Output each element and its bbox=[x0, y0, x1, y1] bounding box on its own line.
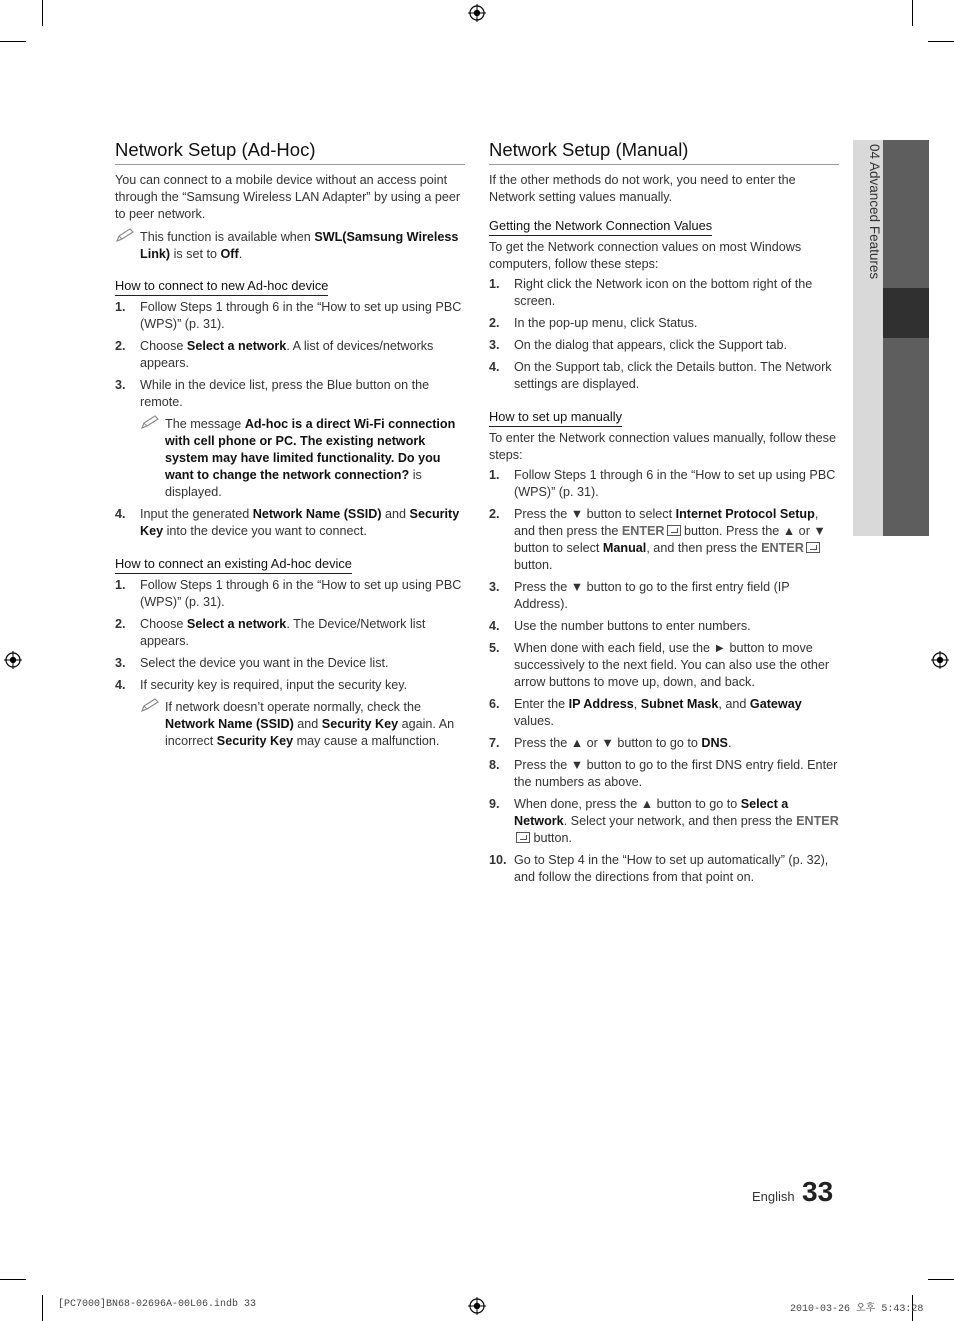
list-item: 6. Enter the IP Address, Subnet Mask, and Gateway values. bbox=[489, 697, 802, 728]
chapter-tab-label: 04 Advanced Features bbox=[867, 144, 882, 280]
crop-mark bbox=[42, 1295, 43, 1321]
list-item: 2. Choose Select a network. A list of devices/networks appears. bbox=[115, 339, 434, 370]
subsection-heading: How to set up manually bbox=[489, 409, 622, 427]
note-pencil-icon bbox=[115, 227, 137, 243]
list-item: 3. On the dialog that appears, click the Support tab. bbox=[489, 338, 788, 352]
chapter-tab-active bbox=[883, 288, 929, 338]
enter-label: ENTER bbox=[621, 524, 665, 538]
list-item: 3. Select the device you want in the Device list. bbox=[115, 656, 389, 670]
list-item: 9. When done, press the ▲ button to go to Select a Network. Select your network, and then press the ENTER button. bbox=[489, 797, 839, 845]
print-slug-left: [PC7000]BN68-02696A-00L06.indb 33 bbox=[58, 1299, 257, 1310]
list-item: 3. While in the device list, press the Blue button on the remote. The message Ad-hoc is a direct Wi-Fi connection with cell phone or PC. The existing network system may have limited functionality. Do you want to change the network connection? is displayed. bbox=[115, 377, 465, 501]
list-item: 2. Choose Select a network. The Device/Network list appears. bbox=[115, 617, 426, 648]
crop-mark bbox=[928, 41, 954, 42]
step-list bbox=[489, 276, 839, 393]
step-list bbox=[489, 467, 839, 886]
intro-text: To enter the Network connection values manually, follow these steps: bbox=[489, 431, 836, 462]
print-slug-right: 2010-03-26 오후 5:43:28 bbox=[790, 1304, 924, 1315]
note: The message Ad-hoc is a direct Wi-Fi connection with cell phone or PC. The existing network system may have limited functionality. Do you want to change the network connection? is displayed. bbox=[140, 416, 465, 501]
list-item: 4. Use the number buttons to enter numbers. bbox=[489, 619, 751, 633]
list-item: 4. Input the generated Network Name (SSID) and Security Key into the device you want to connect. bbox=[115, 507, 460, 538]
list-item: 7. Press the ▲ or ▼ button to go to DNS. bbox=[489, 736, 732, 750]
list-item: 4. On the Support tab, click the Details button. The Network settings are displayed. bbox=[489, 360, 832, 391]
enter-icon bbox=[516, 832, 530, 843]
registration-mark-icon bbox=[4, 651, 22, 669]
enter-label: ENTER bbox=[796, 814, 839, 828]
list-item: 1. Right click the Network icon on the bottom right of the screen. bbox=[489, 277, 813, 308]
crop-mark bbox=[912, 0, 913, 26]
chapter-tab-block bbox=[883, 338, 929, 536]
list-item: 4. If security key is required, input the security key. If network doesn’t operate normally, check the Network Name (SSID) and Security Key again. An incorrect Security Key may cause a malfunction. bbox=[115, 677, 465, 750]
note-pencil-icon bbox=[140, 414, 162, 430]
list-item: 1. Follow Steps 1 through 6 in the “How to set up using PBC (WPS)” (p. 31). bbox=[115, 578, 462, 609]
intro-text: To get the Network connection values on most Windows computers, follow these steps: bbox=[489, 240, 802, 271]
registration-mark-icon bbox=[468, 1297, 486, 1315]
registration-mark-icon bbox=[931, 651, 949, 669]
subsection-heading: Getting the Network Connection Values bbox=[489, 218, 712, 236]
crop-mark bbox=[928, 1279, 954, 1280]
right-column bbox=[489, 139, 839, 891]
section-title: Network Setup (Manual) bbox=[489, 139, 839, 165]
enter-icon bbox=[667, 525, 681, 536]
section-title: Network Setup (Ad-Hoc) bbox=[115, 139, 465, 165]
crop-mark bbox=[42, 0, 43, 26]
chapter-tab-block bbox=[883, 140, 929, 288]
list-item: 1. Follow Steps 1 through 6 in the “How to set up using PBC (WPS)” (p. 31). bbox=[489, 468, 836, 499]
footer-language: English bbox=[752, 1189, 795, 1204]
crop-mark bbox=[0, 1279, 26, 1280]
list-item: 5. When done with each field, use the ► button to move successively to the next field. You can also use the other arrow buttons to move up, down, and back. bbox=[489, 641, 830, 689]
subsection-heading: How to connect an existing Ad-hoc device bbox=[115, 556, 352, 574]
list-item: 8. Press the ▼ button to go to the first DNS entry field. Enter the numbers as above. bbox=[489, 758, 838, 789]
subsection-heading: How to connect to new Ad-hoc device bbox=[115, 278, 328, 296]
step-list bbox=[115, 577, 465, 750]
step-list bbox=[115, 299, 465, 540]
note: If network doesn’t operate normally, check the Network Name (SSID) and Security Key again. An incorrect Security Key may cause a malfunction. bbox=[140, 699, 465, 750]
list-item: 2. Press the ▼ button to select Internet Protocol Setup, and then press the ENTER button. Press the ▲ or ▼ button to select Manual, and then press the ENTER button. bbox=[489, 507, 826, 572]
enter-label: ENTER bbox=[761, 541, 804, 555]
crop-mark bbox=[0, 41, 26, 42]
list-item: 3. Press the ▼ button to go to the first entry field (IP Address). bbox=[489, 580, 790, 611]
page-number: 33 bbox=[802, 1176, 834, 1207]
note-pencil-icon bbox=[140, 697, 162, 713]
left-column bbox=[115, 139, 465, 755]
intro-text: If the other methods do not work, you need to enter the Network setting values manually. bbox=[489, 173, 796, 204]
list-item: 2. In the pop-up menu, click Status. bbox=[489, 316, 698, 330]
list-item: 1. Follow Steps 1 through 6 in the “How to set up using PBC (WPS)” (p. 31). bbox=[115, 300, 462, 331]
note: This function is available when SWL(Samsung Wireless Link) is set to Off. bbox=[115, 229, 465, 263]
registration-mark-icon bbox=[468, 4, 486, 22]
intro-text: You can connect to a mobile device without an access point through the “Samsung Wireless LAN Adapter” by using a peer to peer network. bbox=[115, 173, 461, 221]
enter-icon bbox=[806, 542, 820, 553]
list-item: 10. Go to Step 4 in the “How to set up automatically” (p. 32), and follow the directions from that point on. bbox=[489, 853, 829, 884]
